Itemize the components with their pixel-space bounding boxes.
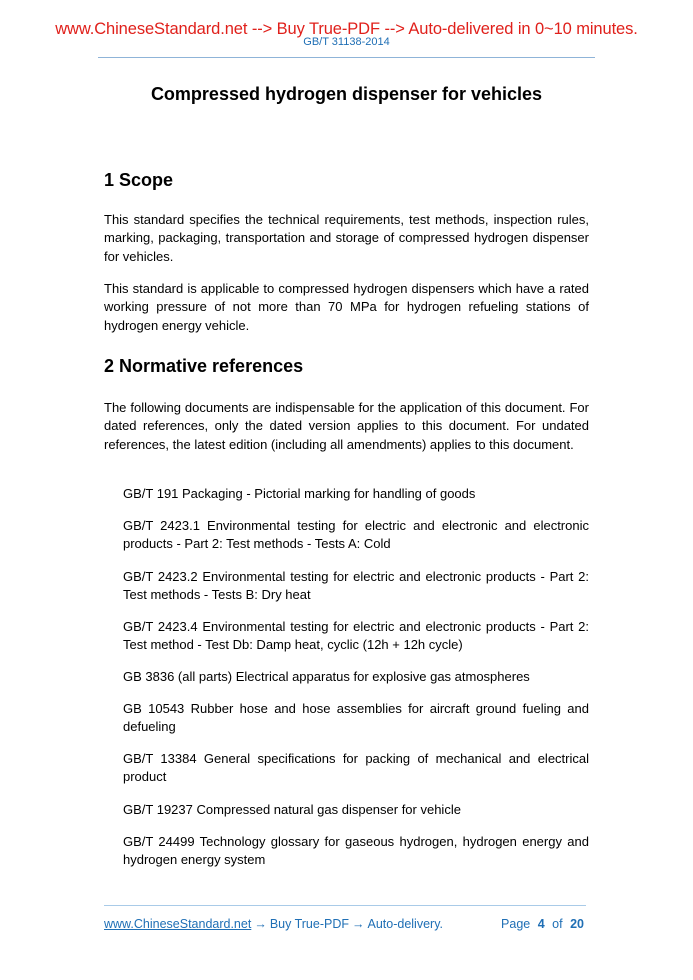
page-current: 4 bbox=[537, 917, 545, 931]
footer-divider bbox=[104, 905, 586, 906]
page-of: of bbox=[552, 917, 563, 931]
section-heading-scope: 1 Scope bbox=[104, 170, 174, 190]
scope-paragraph-2: This standard is applicable to compressed hydrogen dispensers which have a rated working pressure of not more than 70 MPa for hydrogen refueling stations of hydrogen energy vehicle. bbox=[104, 281, 589, 333]
reference-item: GB/T 13384 General specifications for packing of mechanical and electrical product bbox=[123, 751, 589, 785]
footer-site-link[interactable]: www.ChineseStandard.net bbox=[104, 917, 252, 931]
reference-item: GB/T 19237 Compressed natural gas dispenser for vehicle bbox=[123, 802, 461, 817]
reference-item: GB/T 2423.1 Environmental testing for electric and electronic and electronic products - Part 2: Test methods - Tests A: Cold bbox=[123, 518, 589, 552]
standard-code: GB/T 31138-2014 bbox=[303, 36, 390, 48]
footer-delivery-text: Auto-delivery. bbox=[367, 917, 443, 931]
arrow-right-icon: → bbox=[254, 917, 267, 931]
scope-paragraph-1: This standard specifies the technical requirements, test methods, inspection rules, marking, packaging, transportation and storage of compressed hydrogen dispenser for vehicles. bbox=[104, 212, 589, 264]
reference-item: GB/T 2423.4 Environmental testing for electric and electronic products - Part 2: Test method - Test Db: Damp heat, cyclic (12h + 12h cycle) bbox=[123, 619, 589, 653]
normative-references-intro: The following documents are indispensable for the application of this document. For dated references, only the dated version applies to this document. For undated references, the latest edition (including all amendments) applies to this document. bbox=[104, 400, 589, 452]
page-number bbox=[499, 916, 586, 932]
reference-item: GB/T 191 Packaging - Pictorial marking for handling of goods bbox=[123, 486, 476, 501]
reference-item: GB 3836 (all parts) Electrical apparatus for explosive gas atmospheres bbox=[123, 669, 530, 684]
page-label: Page bbox=[501, 917, 531, 931]
page-total: 20 bbox=[570, 917, 584, 931]
reference-item: GB 10543 Rubber hose and hose assemblies for aircraft ground fueling and defueling bbox=[123, 701, 589, 735]
reference-item: GB/T 24499 Technology glossary for gaseous hydrogen, hydrogen energy and hydrogen energy system bbox=[123, 834, 589, 868]
section-heading-normative-references: 2 Normative references bbox=[104, 356, 304, 376]
arrow-right-icon: → bbox=[352, 917, 365, 931]
document-title: Compressed hydrogen dispenser for vehicles bbox=[150, 84, 543, 104]
footer-promo bbox=[104, 916, 443, 932]
promo-banner[interactable]: www.ChineseStandard.net --> Buy True-PDF --> Auto-delivered in 0~10 minutes. bbox=[55, 20, 638, 38]
reference-item: GB/T 2423.2 Environmental testing for electric and electronic products - Part 2: Test methods - Tests B: Dry heat bbox=[123, 569, 589, 603]
page-footer bbox=[104, 916, 586, 932]
footer-buy-text: Buy True-PDF bbox=[269, 917, 349, 931]
header-divider bbox=[98, 57, 595, 58]
